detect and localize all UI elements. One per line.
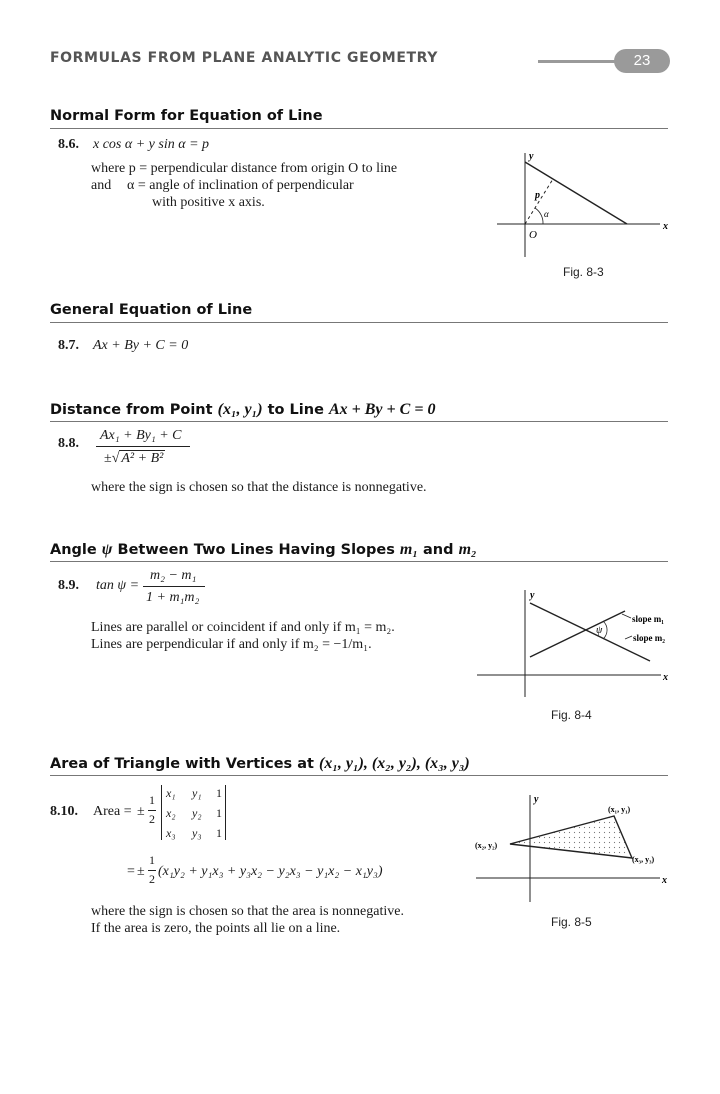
alpha-label: α	[544, 209, 549, 219]
y-axis-label: y	[529, 151, 534, 162]
text-line: where p = perpendicular distance from origin O to line	[91, 161, 398, 176]
title-text: Distance from Point	[50, 402, 213, 418]
triangle	[510, 816, 632, 858]
formula-8-6: x cos α + y sin α = p	[93, 137, 210, 152]
fraction-bar	[96, 446, 190, 447]
section-rule	[50, 322, 668, 323]
fraction-bar	[143, 586, 205, 587]
title-math: ψ	[101, 541, 113, 558]
half-denominator: 2	[149, 812, 155, 826]
p-label: p	[535, 190, 540, 201]
determinant-bar-right	[225, 785, 226, 840]
equals-sign: =	[127, 864, 135, 879]
section-title-8-9	[50, 541, 477, 559]
formula-number-8-8: 8.8.	[58, 436, 79, 451]
title-text: and	[423, 542, 454, 558]
running-header-title: FORMULAS FROM PLANE ANALYTIC GEOMETRY	[50, 50, 439, 66]
y-axis-label: y	[534, 794, 539, 805]
plus-minus: ±	[137, 864, 145, 879]
matrix-cell: x₃	[166, 826, 176, 840]
figure-caption-8-4: Fig. 8-4	[551, 708, 592, 722]
title-text: to Line	[267, 402, 324, 418]
half-numerator: 1	[149, 853, 155, 867]
x-axis-label: x	[663, 221, 668, 232]
half-denominator: 2	[149, 872, 155, 886]
plus-minus: ±	[104, 451, 112, 466]
text-note: where the sign is chosen so that the distance is nonnegative.	[91, 480, 427, 495]
figure-caption-8-3: Fig. 8-3	[563, 265, 604, 279]
determinant-bar-left	[161, 785, 162, 840]
section-rule	[50, 128, 668, 129]
title-math: (x₁, y₁)	[217, 401, 263, 418]
title-text: Angle	[50, 542, 97, 558]
matrix-cell: y₂	[192, 806, 202, 820]
figure-8-5	[472, 790, 675, 905]
pointer-line	[622, 614, 631, 618]
formula-number-8-7: 8.7.	[58, 338, 79, 353]
text-line: with positive x axis.	[152, 195, 265, 210]
matrix-cell: 1	[216, 806, 222, 820]
y-axis-label: y	[530, 590, 535, 601]
figure-caption-8-5: Fig. 8-5	[551, 915, 592, 929]
slope-m2-label: slope m₂	[633, 633, 665, 643]
line-slope-m2	[530, 603, 650, 661]
header-rule	[538, 60, 618, 63]
formula-lhs: tan ψ =	[96, 578, 140, 593]
line-graph	[525, 162, 627, 224]
title-text: Area of Triangle with Vertices at	[50, 756, 314, 772]
matrix-cell: x₂	[166, 806, 176, 820]
section-rule	[50, 421, 668, 422]
fraction-numerator: m₂ − m₁	[150, 568, 197, 583]
matrix-cell: y₃	[192, 826, 202, 840]
formula-number-8-9: 8.9.	[58, 578, 79, 593]
fraction-bar	[148, 870, 156, 871]
matrix-cell: 1	[216, 826, 222, 840]
line-slope-m1	[530, 611, 625, 657]
formula-number-8-6: 8.6.	[58, 137, 79, 152]
section-rule	[50, 561, 668, 562]
title-math: Ax + By + C = 0	[328, 401, 436, 418]
fraction-denominator: 1 + m₁m₂	[146, 590, 200, 605]
x-axis-label: x	[662, 875, 667, 886]
text-note: where the sign is chosen so that the area is nonnegative.	[91, 904, 404, 919]
formula-number-8-10: 8.10.	[50, 804, 78, 819]
title-text: Between Two Lines Having Slopes	[117, 542, 395, 558]
section-rule	[50, 775, 668, 776]
page-number: 23	[614, 49, 670, 73]
plus-minus: ±	[137, 804, 145, 819]
text-note: Lines are perpendicular if and only if m₂ = −1/m₁.	[91, 637, 372, 652]
fraction-numerator: Ax₁ + By₁ + C	[100, 428, 182, 443]
pointer-line	[625, 636, 632, 639]
angle-arc	[603, 621, 607, 639]
area-expansion: (x₁y₂ + y₁x₃ + y₃x₂ − y₂x₃ − y₁x₂ − x₁y₃)	[158, 864, 383, 879]
text-line: α = angle of inclination of perpendicular	[127, 178, 354, 193]
matrix-cell: y₁	[192, 786, 202, 800]
figure-8-4	[475, 585, 675, 700]
formula-8-7: Ax + By + C = 0	[93, 338, 189, 353]
radical-sign: √	[111, 451, 120, 466]
vertex-label-2: (x₂, y₂)	[475, 841, 498, 850]
area-label: Area =	[93, 804, 132, 819]
radicand: A² + B²	[121, 451, 164, 466]
text-and: and	[91, 178, 112, 193]
x-axis-label: x	[663, 672, 668, 683]
section-title-8-6: Normal Form for Equation of Line	[50, 108, 323, 124]
vertex-label-3: (x₃, y₃)	[632, 855, 655, 864]
fraction-denominator	[104, 451, 165, 467]
perpendicular-dashed	[525, 179, 553, 224]
section-title-8-8	[50, 401, 435, 419]
title-math: (x₁, y₁), (x₂, y₂), (x₃, y₃)	[319, 755, 470, 772]
half-numerator: 1	[149, 793, 155, 807]
title-math: m₁	[399, 541, 418, 558]
fraction-bar	[148, 810, 156, 811]
text-note: Lines are parallel or coincident if and only if m₁ = m₂.	[91, 620, 395, 635]
slope-m1-label: slope m₁	[632, 614, 664, 624]
text-note: If the area is zero, the points all lie on a line.	[91, 921, 341, 936]
matrix-cell: x₁	[166, 786, 176, 800]
section-title-8-7: General Equation of Line	[50, 302, 253, 318]
title-math: m₂	[458, 541, 477, 558]
vertex-label-1: (x₁, y₁)	[608, 805, 631, 814]
angle-arc	[535, 208, 543, 224]
psi-label: ψ	[596, 625, 603, 636]
section-title-8-10	[50, 755, 470, 773]
origin-label: O	[529, 229, 537, 241]
figure-8-3	[495, 145, 675, 260]
matrix-cell: 1	[216, 786, 222, 800]
